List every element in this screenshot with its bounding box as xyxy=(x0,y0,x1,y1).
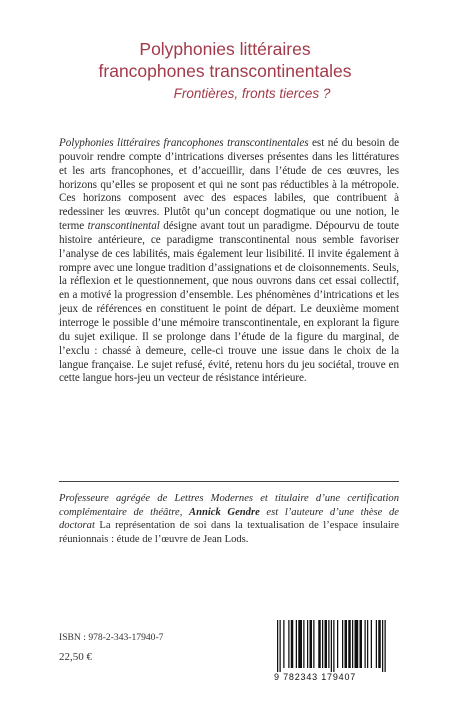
book-title-line-2: francophones transcontinentales xyxy=(98,61,352,81)
barcode-graphic xyxy=(275,620,399,672)
barcode-bar xyxy=(382,620,383,672)
title-block xyxy=(0,38,450,101)
isbn-text: ISBN : 978-2-343-17940-7 xyxy=(59,632,164,643)
barcode-bar xyxy=(365,620,366,668)
barcode-bar xyxy=(385,620,386,672)
blurb-text-a: est né du besoin de pouvoir rendre compte d’intrications diverses présentes dans les littératures et les arts francophones, et d’accueillir, dans l’étude de ces œuvres, les horizons qu’elles se proposent et qui ne sont pas réductibles à la métropole. Ces horizons composent avec des espaces labiles, que contribuent à redessiner les œuvres. Plutôt qu’un concept dogmatique ou une notion, le terme xyxy=(59,137,399,233)
barcode-bar xyxy=(313,620,314,668)
barcode-bar xyxy=(367,620,368,668)
barcode-bar xyxy=(376,620,377,668)
author-name: Annick Gendre xyxy=(189,506,260,518)
author-bio xyxy=(59,492,399,546)
barcode-bar xyxy=(277,620,278,672)
barcode-bar xyxy=(288,620,289,668)
barcode-bar xyxy=(298,620,302,668)
barcode-bar xyxy=(307,620,308,668)
barcode-bar xyxy=(291,620,294,668)
barcode-bar xyxy=(280,620,281,672)
blurb-text-b: désigne avant tout un paradigme. Dépourvu de toute histoire antérieure, ce paradigme transcontinental nous semble favoriser l’analyse de ces labilités, mais également leur lisibilité. Il invite également à rompre avec une longue tradition d’assignations et de cloisonnements. Seuls, la réflexion et le questionnement, que nous ouvrons dans cet essai collectif, en a motivé la progression d’ensemble. Les phénomènes d’intrications et les jeux de références en constituent le point de départ. Le deuxième moment interroge le possible d’une mémoire transcontinentale, en explorant la figure du sujet exilique. Il se prolonge dans l’étude de la figure du marginal, de l’exclu : chassé à demeure, celle-ci trouve une issue dans le choix de la langue française. Le sujet refusé, évité, retenu hors du jeu sociétal, trouve en cette langue hors-jeu un vecteur de résistance intérieure. xyxy=(59,220,399,385)
author-intro: Professeure agrégée de Lettres Modernes et titulaire d’une certification complémentaire de théâtre, xyxy=(59,493,399,518)
author-paragraph xyxy=(59,492,399,546)
barcode-bar xyxy=(378,620,381,668)
barcode-bar xyxy=(296,620,297,668)
barcode-bar xyxy=(325,620,328,668)
author-mid: est l’auteure d’une thèse de doctorat xyxy=(59,506,400,532)
section-divider xyxy=(59,481,399,482)
blurb-book-title: Polyphonies littéraires francophones transcontinentales xyxy=(59,137,309,149)
barcode-bar xyxy=(318,620,321,668)
book-subtitle: Frontières, fronts tierces ? xyxy=(173,86,331,101)
barcode-digits: 9 782343 179407 xyxy=(274,672,357,682)
book-title xyxy=(0,38,450,82)
barcode-bar xyxy=(342,620,343,668)
barcode-bar xyxy=(337,620,338,668)
price: 22,50 € xyxy=(59,651,92,663)
barcode-bar xyxy=(355,620,359,668)
author-thesis-title: La représentation de soi dans la textualisation de l’espace insulaire réunionnais : étude de l’œuvre de Jean Lods. xyxy=(59,520,399,545)
blurb-paragraph xyxy=(59,137,399,386)
barcode-bar xyxy=(310,620,313,668)
barcode-bar xyxy=(360,620,363,668)
back-cover-blurb xyxy=(59,137,399,386)
barcode-bar xyxy=(303,620,304,668)
barcode-bar xyxy=(322,620,323,668)
barcode-bar xyxy=(345,620,348,668)
blurb-term: transcontinental xyxy=(87,220,160,233)
barcode-bar xyxy=(328,620,329,668)
barcode-bar xyxy=(371,620,372,668)
barcode-bar xyxy=(331,620,332,672)
book-title-line-1: Polyphonies littéraires xyxy=(139,39,311,59)
barcode-bar xyxy=(333,620,334,672)
barcode-bar xyxy=(348,620,351,668)
barcode-bar xyxy=(352,620,353,668)
barcode-bar xyxy=(283,620,284,668)
barcode xyxy=(275,620,399,672)
